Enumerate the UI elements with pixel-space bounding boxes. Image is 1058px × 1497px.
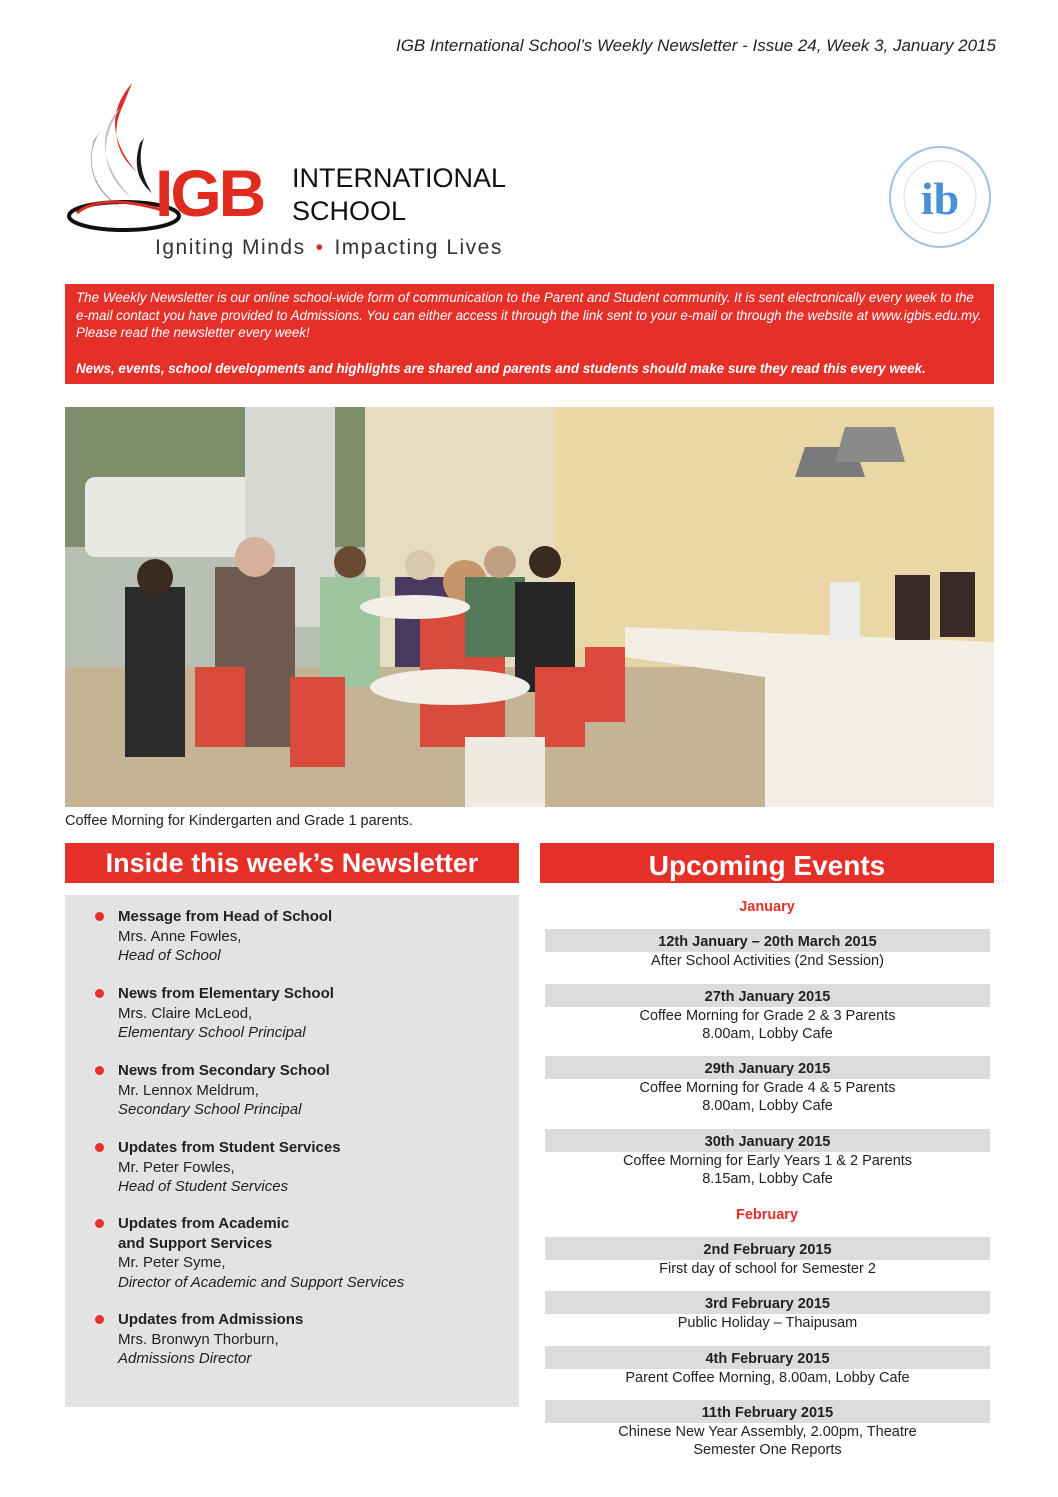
event-date: 27th January 2015 [545,984,990,1007]
event-date: 30th January 2015 [545,1129,990,1152]
intro-paragraph: The Weekly Newsletter is our online school-wide form of communication to the Parent and Student community. It is sent electronically every week to the e-mail contact you have provided to Admissions. You can either access it through the link sent to your e-mail or through the website at www.igbis.edu.my. Please read the newsletter every week! [76,290,982,340]
item-person: Mrs. Bronwyn Thorburn, [118,1330,279,1348]
tagline-part2: Impacting Lives [334,236,503,259]
brand-abbr: IGB [155,156,264,230]
list-item[interactable] [95,1214,505,1292]
event-date: 2nd February 2015 [545,1237,990,1260]
issue-line: IGB International School’s Weekly Newsletter - Issue 24, Week 3, January 2015 [395,36,996,55]
bullet-icon [95,1219,104,1228]
event-detail: Semester One Reports [693,1442,842,1458]
item-role: Director of Academic and Support Services [118,1273,405,1291]
ib-world-school-logo-icon [885,142,995,252]
event-detail: 8.15am, Lobby Cafe [702,1171,833,1187]
bullet-icon [95,1315,104,1324]
tagline-part1: Igniting Minds [155,236,306,259]
item-role: Admissions Director [118,1350,252,1367]
item-person: Mrs. Anne Fowles, [118,927,242,945]
list-item[interactable] [95,1138,505,1197]
event-date: 4th February 2015 [545,1346,990,1369]
event-item[interactable] [545,1346,990,1387]
bullet-icon [95,1143,104,1152]
item-person: Mr. Peter Syme, [118,1254,226,1271]
item-role: Head of School [118,947,221,964]
month-february: February [735,1207,799,1223]
bullet-icon [95,989,104,998]
ib-logo-text: ib [920,173,960,224]
item-title: Updates from Academic [118,1215,290,1232]
list-item[interactable] [95,984,505,1043]
item-role: Elementary School Principal [118,1024,306,1041]
event-date: 11th February 2015 [545,1400,990,1423]
event-desc: Parent Coffee Morning, 8.00am, Lobby Cafe [625,1370,910,1386]
event-detail: 8.00am, Lobby Cafe [702,1098,833,1114]
list-item[interactable] [95,907,505,966]
list-item[interactable] [95,1310,505,1369]
event-desc: Coffee Morning for Grade 4 & 5 Parents [639,1080,896,1096]
item-title: News from Elementary School [118,985,334,1002]
event-item[interactable] [545,1056,990,1115]
event-item[interactable] [545,1237,990,1278]
item-title: Message from Head of School [118,908,333,925]
item-title: News from Secondary School [118,1062,330,1079]
event-item[interactable] [545,929,990,970]
brand-name-line1: INTERNATIONAL [292,163,507,193]
event-desc: First day of school for Semester 2 [659,1261,876,1277]
event-desc: Coffee Morning for Early Years 1 & 2 Parents [622,1153,913,1169]
event-item[interactable] [545,1291,990,1332]
event-desc: Coffee Morning for Grade 2 & 3 Parents [639,1008,896,1024]
events-heading: Upcoming Events [540,843,994,883]
event-desc: Public Holiday – Thaipusam [677,1315,858,1331]
tagline [155,236,503,260]
item-person: Mrs. Claire McLeod, [118,1004,253,1022]
bullet-icon [95,912,104,921]
item-role: Head of Student Services [118,1178,289,1195]
photo-caption: Coffee Morning for Kindergarten and Grade 1 parents. [65,813,413,829]
event-desc: Chinese New Year Assembly, 2.00pm, Theatre [618,1424,917,1440]
item-person: Mr. Peter Fowles, [118,1158,235,1176]
intro-emphasis: News, events, school developments and highlights are shared and parents and students should make sure they read this every week. [76,360,926,376]
tagline-separator: • [315,236,325,259]
event-item[interactable] [545,1400,990,1459]
event-date: 12th January – 20th March 2015 [545,929,990,952]
intro-box [65,284,994,384]
list-item[interactable] [95,1061,505,1120]
event-item[interactable] [545,984,990,1043]
coffee-morning-photo [65,407,994,807]
contents-heading: Inside this week’s Newsletter [65,843,519,883]
item-role: Secondary School Principal [118,1101,302,1118]
item-title: Updates from Admissions [118,1311,304,1328]
event-item[interactable] [545,1129,990,1188]
event-date: 3rd February 2015 [545,1291,990,1314]
item-title-line2: and Support Services [118,1234,273,1252]
month-january: January [739,899,795,915]
event-detail: 8.00am, Lobby Cafe [702,1026,833,1042]
event-date: 29th January 2015 [545,1056,990,1079]
item-person: Mr. Lennox Meldrum, [118,1081,259,1099]
bullet-icon [95,1066,104,1075]
contents-list [65,895,519,1407]
brand-name-line2: SCHOOL [292,196,407,226]
event-desc: After School Activities (2nd Session) [651,953,884,969]
item-title: Updates from Student Services [118,1139,341,1156]
